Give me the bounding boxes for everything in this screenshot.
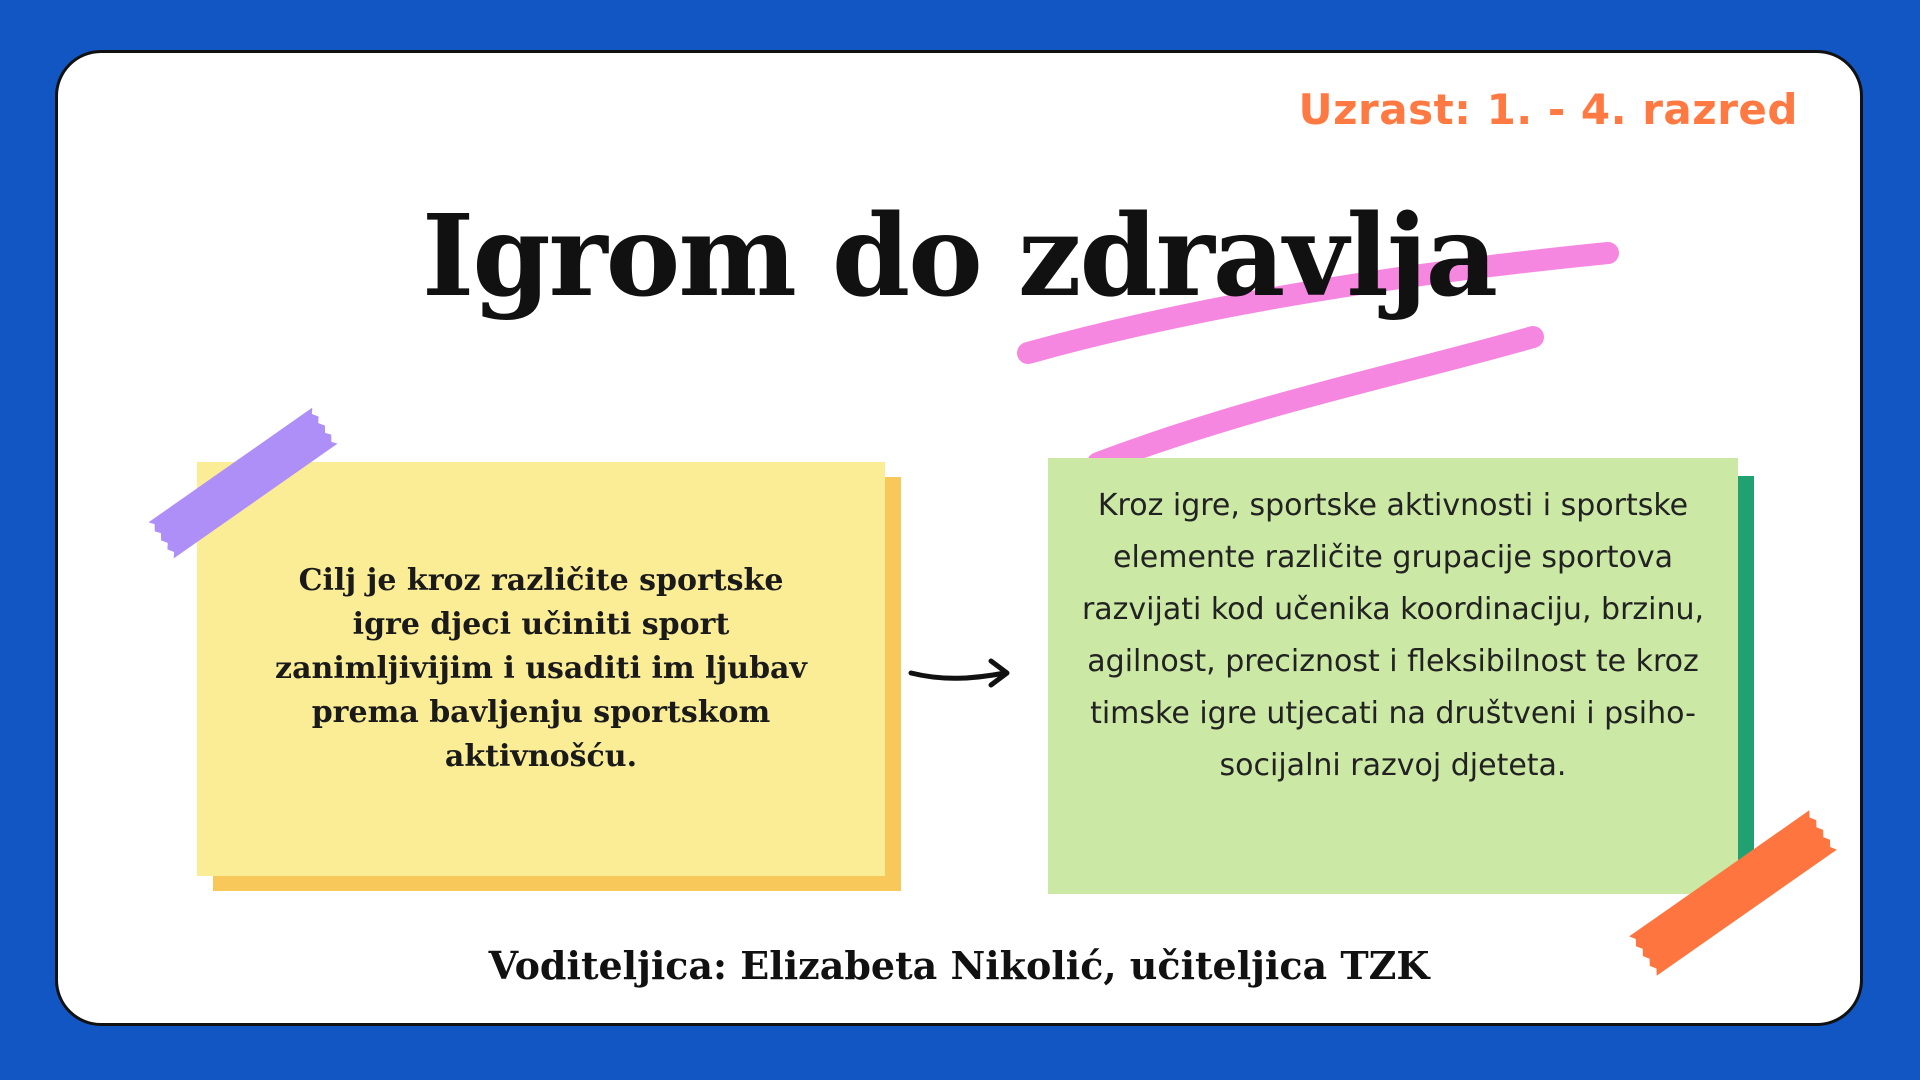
page-title: Igrom do zdravlja [421,191,1497,322]
description-note-text: Kroz igre, sportske aktivnosti i sportske elemente različite grupacije sportova razvijati kod učenika koordinaciju, brzinu, agilnost, preciznost i fleksibilnost te kroz timske igre utjecati na društveni i psiho-socijalni razvoj djeteta. [1081,488,1705,783]
age-label: Uzrast: 1. - 4. razred [1298,85,1798,134]
slide-card [55,50,1863,1026]
tape-left [118,383,368,583]
presenter-credit: Voditeljica: Elizabeta Nikolić, učiteljica TZK [488,943,1430,988]
goal-note-text: Cilj je kroz različite sportske igre djeci učiniti sport zanimljivijim i usaditi im ljubav prema bavljenju sportskom aktivnošću. [275,563,807,774]
arrow-right-icon [903,643,1023,703]
